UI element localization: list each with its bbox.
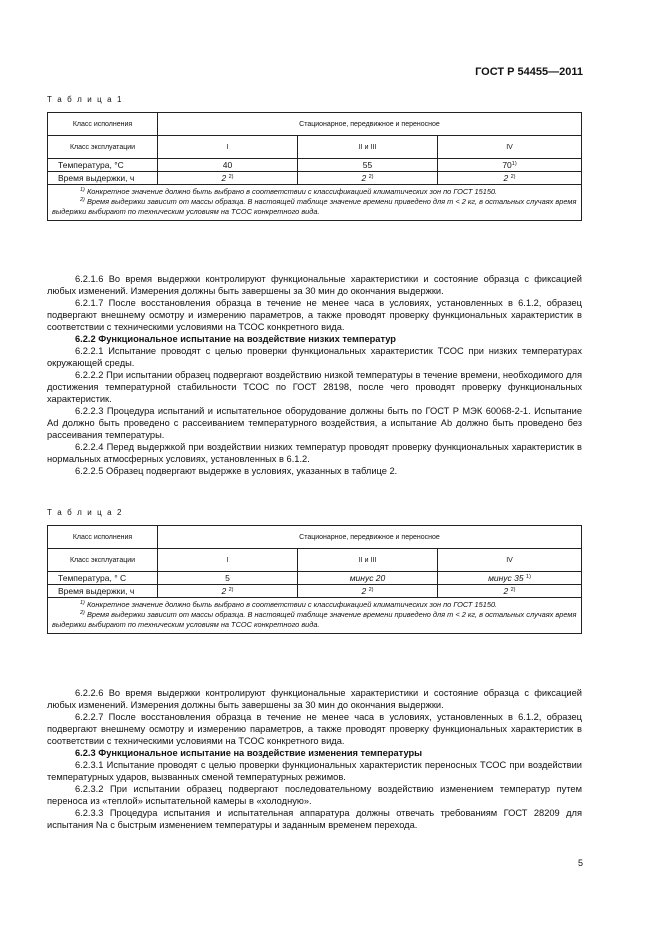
table-1-header-exec-class: Класс исполнения	[48, 113, 158, 136]
table-1-note-2: $^{2)}$ Время выдержки зависит от массы образца. В настоящей таблице значение времени приведено для m < 2 кг, в остальных случаях время выдержки выбирают по техническим условиям на ТСОС конкретного вида.	[52, 197, 577, 216]
paragraph-6-2-2-7: 6.2.2.7 После восстановления образца в течение не менее часа в условиях, установленных в 6.1.2, образец подвергают внешнему осмотру и измерению параметров, а также проводят проверку функциональных характеристик в соответствии с техническими условиями на ТСОС конкретного вида.	[47, 712, 582, 746]
table-2-notes	[48, 598, 582, 634]
paragraph-6-2-2-5: 6.2.2.5 Образец подвергают выдержке в условиях, указанных в таблице 2.	[75, 466, 398, 476]
paragraph-6-2-2-1: 6.2.2.1 Испытание проводят с целью проверки функциональных характеристик ТСОС при низких температурах окружающей среды.	[47, 346, 582, 368]
table-2-hold-label: Время выдержки, ч	[48, 585, 158, 598]
table-2-hold-1: 2 $^{2)}$	[158, 585, 298, 598]
heading-6-2-2: 6.2.2 Функциональное испытание на воздействие низких температур	[75, 334, 396, 344]
table-1-label: Т а б л и ц а 1	[47, 95, 124, 104]
table-1-notes	[48, 185, 582, 221]
page-number: 5	[577, 858, 583, 868]
table-2-class-2: II и III	[298, 549, 438, 572]
table-2-class-3: IV	[438, 549, 582, 572]
table-1-temp-label: Температура, °C	[48, 159, 158, 172]
table-1-header-oper-class: Класс эксплуатации	[48, 136, 158, 159]
table-2	[47, 525, 582, 634]
paragraph-6-2-3-3: 6.2.3.3 Процедура испытания и испытательная аппаратура должны отвечать требованиям ГОСТ 28209 для испытания Na с быстрым изменением температуры и заданным временем перехода.	[47, 808, 582, 830]
document-header: ГОСТ Р 54455—2011	[475, 66, 583, 78]
section-6-2-1-6-to-6-2-2-5	[47, 273, 582, 477]
table-1-class-1: I	[158, 136, 298, 159]
table-1-temp-3: 70$^{1)}$	[438, 159, 582, 172]
heading-6-2-3: 6.2.3 Функциональное испытание на воздействие изменения температуры	[75, 748, 423, 758]
table-2-label: Т а б л и ц а 2	[47, 508, 124, 517]
table-1-hold-3: 2 $^{2)}$	[438, 172, 582, 185]
paragraph-6-2-3-1: 6.2.3.1 Испытание проводят с целью проверки функциональных характеристик переносных ТСОС при воздействии температурных ударов, вызванных сменой температурных режимов.	[47, 760, 582, 782]
table-2-header-exec-class: Класс исполнения	[48, 526, 158, 549]
table-2-note-1: $^{1)}$ Конкретное значение должно быть выбрано в соответствии с классификацией климатических зон по ГОСТ 15150.	[80, 600, 498, 609]
paragraph-6-2-1-7: 6.2.1.7 После восстановления образца в течение не менее часа в условиях, установленных в 6.1.2, образец подвергают внешнему осмотру и измерению параметров, а также проводят проверку функциональных характеристик в соответствии с техническими условиями на ТСОС конкретного вида.	[47, 298, 582, 332]
paragraph-6-2-2-3: 6.2.2.3 Процедура испытаний и испытательное оборудование должны быть по ГОСТ Р МЭК 60068-2-1. Испытание Ad должно быть проведено с рассеиванием температурного воздействия, а испытание Ab должно быть проведено без рассеивания температуры.	[47, 406, 582, 440]
table-1-class-2: II и III	[298, 136, 438, 159]
paragraph-6-2-2-2: 6.2.2.2 При испытании образец подвергают воздействию низкой температуры в течение времени, необходимого для достижения температурной стабильности ТСОС по ГОСТ 28198, после чего проводят проверку функциональных характеристик.	[47, 370, 582, 404]
table-1-hold-1: 2 $^{2)}$	[158, 172, 298, 185]
table-1-hold-2: 2 $^{2)}$	[298, 172, 438, 185]
table-1-temp-2: 55	[298, 159, 438, 172]
paragraph-6-2-3-2: 6.2.3.2 При испытании образец подвергают последовательному воздействию изменением температур путем переноса из «теплой» испытательной камеры в «холодную».	[47, 784, 582, 806]
paragraph-6-2-2-4: 6.2.2.4 Перед выдержкой при воздействии низких температур проводят проверку функциональных характеристик в нормальных атмосферных условиях, установленных в 6.1.2.	[47, 442, 582, 464]
table-1-class-3: IV	[438, 136, 582, 159]
paragraph-6-2-1-6: 6.2.1.6 Во время выдержки контролируют функциональные характеристики и состояние образца с фиксацией любых изменений. Измерения должны быть завершены за 30 мин до окончания выдержки.	[47, 274, 582, 296]
table-2-header-oper-class: Класс эксплуатации	[48, 549, 158, 572]
table-2-note-2: $^{2)}$ Время выдержки зависит от массы образца. В настоящей таблице значение времени приведено для m < 2 кг, в остальных случаях время выдержки выбирают по техническим условиям на ТСОС конкретного вида.	[52, 610, 577, 629]
table-2-exec-value: Стационарное, передвижное и переносное	[158, 526, 582, 549]
table-1-temp-1: 40	[158, 159, 298, 172]
table-2-temp-3: минус 35 $^{1)}$	[438, 572, 582, 585]
table-2-temp-1: 5	[158, 572, 298, 585]
table-2-hold-2: 2 $^{2)}$	[298, 585, 438, 598]
section-6-2-2-6-to-6-2-3-3	[47, 687, 582, 831]
table-1-exec-value: Стационарное, передвижное и переносное	[158, 113, 582, 136]
table-2-temp-label: Температура, ° С	[48, 572, 158, 585]
table-1-note-1: $^{1)}$ Конкретное значение должно быть выбрано в соответствии с классификацией климатических зон по ГОСТ 15150.	[80, 187, 498, 196]
table-1-hold-label: Время выдержки, ч	[48, 172, 158, 185]
table-1	[47, 112, 582, 221]
paragraph-6-2-2-6: 6.2.2.6 Во время выдержки контролируют функциональные характеристики и состояние образца с фиксацией любых изменений. Измерения должны быть завершены за 30 мин до окончания выдержки.	[47, 688, 582, 710]
table-2-temp-2: минус 20	[298, 572, 438, 585]
table-2-hold-3: 2 $^{2)}$	[438, 585, 582, 598]
table-2-class-1: I	[158, 549, 298, 572]
